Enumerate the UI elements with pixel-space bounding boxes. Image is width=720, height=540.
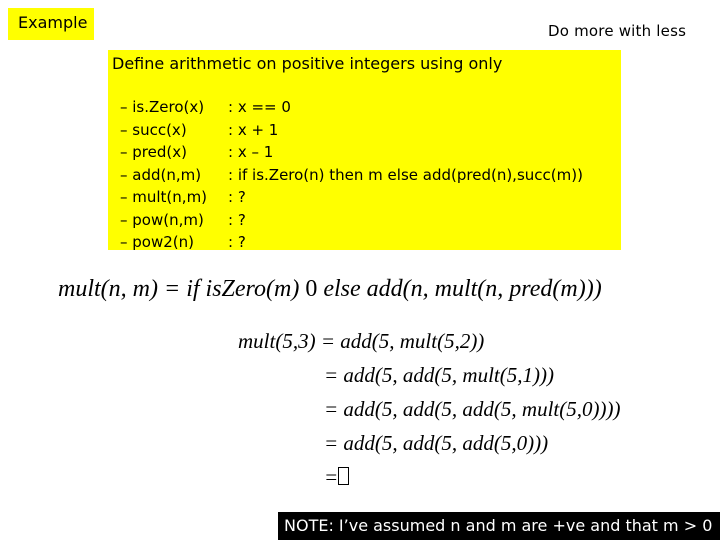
def-row-succ xyxy=(120,119,583,142)
def-row-mult xyxy=(120,186,583,209)
expansion-step: = add(5, add(5, add(5, mult(5,0)))) xyxy=(324,397,621,421)
def-body: : ? xyxy=(228,233,246,251)
def-body: : x – 1 xyxy=(228,143,274,161)
def-body: : if is.Zero(n) then m else add(pred(n),succ(m)) xyxy=(228,165,583,184)
formula-zero: 0 xyxy=(305,276,318,302)
example-tag: Example xyxy=(8,8,94,40)
def-row-iszero xyxy=(120,96,583,119)
def-name: – mult(n,m) xyxy=(120,188,208,206)
formula-else-keyword: else xyxy=(317,276,367,302)
mult-definition-formula xyxy=(58,276,602,303)
formula-condition: isZero(m) xyxy=(199,276,306,302)
expansion-step-final xyxy=(238,462,620,496)
definitions-list xyxy=(120,96,583,254)
def-row-add xyxy=(120,164,583,187)
equals-sign: = xyxy=(324,465,339,489)
expansion-step: mult(5,3) = add(5, mult(5,2)) xyxy=(238,329,485,353)
def-body: : x + 1 xyxy=(228,120,279,139)
def-row-pow xyxy=(120,209,583,232)
formula-lhs: mult(n, m) = xyxy=(58,276,187,302)
def-body: : ? xyxy=(228,188,246,206)
def-name: – pred(x) xyxy=(120,143,187,161)
mult-expansion-steps xyxy=(238,326,620,496)
placeholder-box-icon xyxy=(338,467,349,485)
expansion-step: = add(5, add(5, mult(5,1))) xyxy=(324,363,554,387)
def-name: – pow2(n) xyxy=(120,233,194,251)
note-banner: NOTE: I’ve assumed n and m are +ve and that m > 0 xyxy=(278,512,720,540)
def-name: – add(n,m) xyxy=(120,165,202,184)
def-body: : ? xyxy=(228,210,246,229)
def-row-pow2 xyxy=(120,231,583,254)
def-row-pred xyxy=(120,141,583,164)
def-name: – is.Zero(x) xyxy=(120,98,205,116)
def-name: – pow(n,m) xyxy=(120,210,204,229)
formula-if-keyword: if xyxy=(186,276,200,302)
slogan-text: Do more with less xyxy=(548,22,687,40)
formula-rhs: add(n, mult(n, pred(m))) xyxy=(366,276,602,302)
expansion-step: = add(5, add(5, add(5,0))) xyxy=(324,431,549,455)
intro-text: Define arithmetic on positive integers using only xyxy=(112,54,503,73)
def-body: : x == 0 xyxy=(228,98,291,116)
def-name: – succ(x) xyxy=(120,120,187,139)
